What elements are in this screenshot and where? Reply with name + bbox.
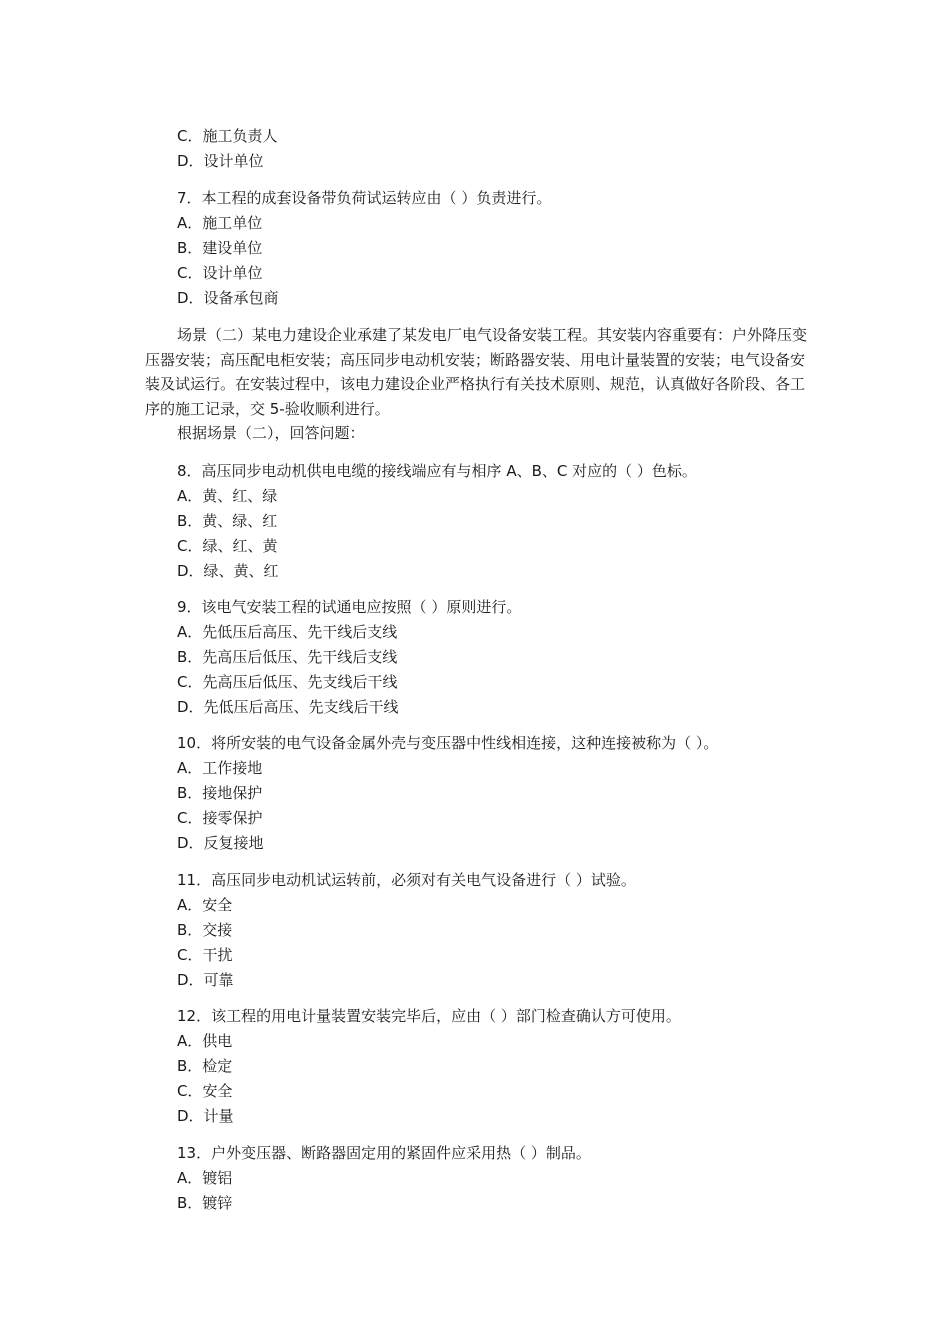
question-text: 9．该电气安装工程的试通电应按照（ ）原则进行。 [177,598,522,616]
option-d: D．设计单位 [177,152,264,170]
option-b: B．交接 [177,921,233,939]
question-text: 13．户外变压器、断路器固定用的紧固件应采用热（ ）制品。 [177,1144,591,1162]
option-a: A．供电 [177,1032,233,1050]
option-b: B．黄、绿、红 [177,512,278,530]
option-a: A．镀铝 [177,1169,233,1187]
prev-question-options [145,124,810,174]
question-10 [145,731,810,856]
option-d: D．可靠 [177,971,234,989]
option-d: D．绿、黄、红 [177,562,279,580]
question-8 [145,459,810,584]
option-d: D．先低压后高压、先支线后干线 [177,698,399,716]
scenario-paragraph: 场景（二）某电力建设企业承建了某发电厂电气设备安装工程。其安装内容重要有：户外降压变压器安装；高压配电柜安装；高压同步电动机安装；断路器安装、用电计量装置的安装；电气设备安装及试运行。在安装过程中，该电力建设企业严格执行有关技术原则、规范，认真做好各阶段、各工序的施工记录，交 5-验收顺利进行。 [145,326,808,418]
option-c: C．接零保护 [177,809,263,827]
option-c: C．安全 [177,1082,233,1100]
option-b: B．接地保护 [177,784,263,802]
question-text: 10．将所安装的电气设备金属外壳与变压器中性线相连接，这种连接被称为（ ）。 [177,734,719,752]
option-b: B．镀锌 [177,1194,233,1212]
option-a: A．安全 [177,896,233,914]
question-text: 11．高压同步电动机试运转前，必须对有关电气设备进行（ ）试验。 [177,871,636,889]
option-b: B．先高压后低压、先干线后支线 [177,648,398,666]
option-c: C．干扰 [177,946,233,964]
option-c: C．先高压后低压、先支线后干线 [177,673,398,691]
scenario-prompt: 根据场景（二），回答问题： [177,424,365,442]
option-a: A．先低压后高压、先干线后支线 [177,623,398,641]
option-d: D．设备承包商 [177,289,279,307]
question-text: 8．高压同步电动机供电电缆的接线端应有与相序 A、B、C 对应的（ ）色标。 [177,462,697,480]
option-a: A．施工单位 [177,214,263,232]
scenario-2 [145,323,810,446]
option-c: C．施工负责人 [177,127,278,145]
option-b: B．建设单位 [177,239,263,257]
question-13 [145,1141,810,1216]
option-c: C．绿、红、黄 [177,537,278,555]
option-a: A．工作接地 [177,759,263,777]
question-12 [145,1004,810,1129]
question-text: 12．该工程的用电计量装置安装完毕后，应由（ ）部门检查确认方可使用。 [177,1007,681,1025]
option-b: B．检定 [177,1057,233,1075]
question-9 [145,595,810,720]
option-d: D．计量 [177,1107,234,1125]
option-a: A．黄、红、绿 [177,487,278,505]
option-d: D．反复接地 [177,834,264,852]
question-11 [145,868,810,993]
option-c: C．设计单位 [177,264,263,282]
question-text: 7．本工程的成套设备带负荷试运转应由（ ）负责进行。 [177,189,552,207]
question-7 [145,186,810,311]
